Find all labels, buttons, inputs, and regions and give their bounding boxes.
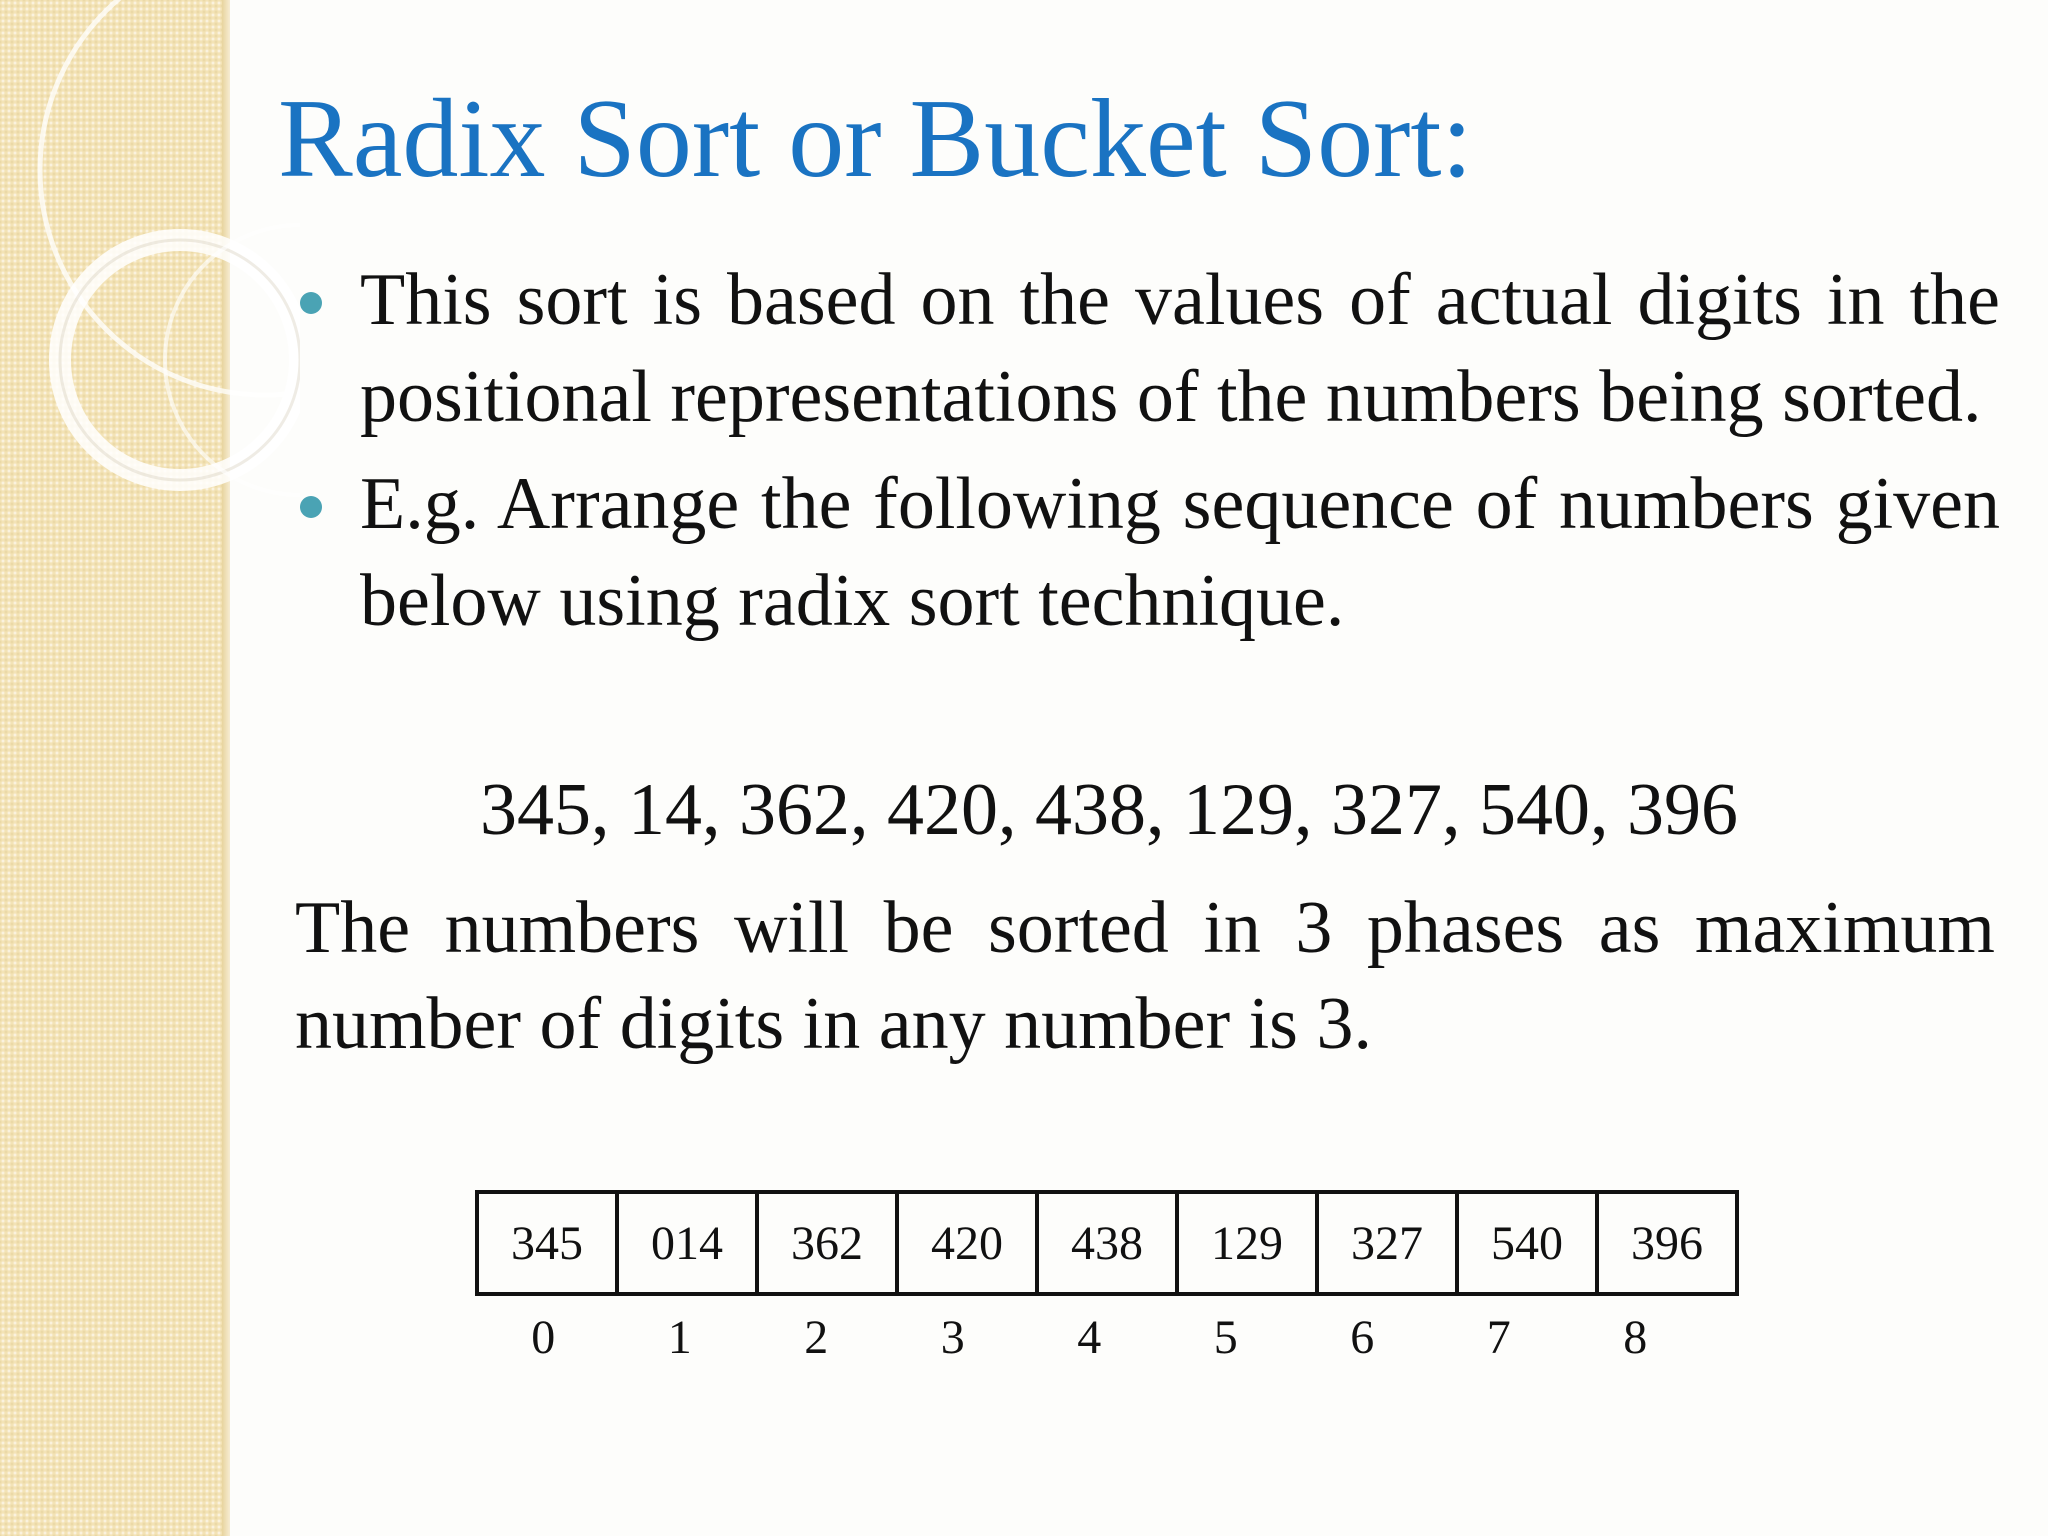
array-index-label: 6	[1350, 1311, 1375, 1364]
array-cell: 129	[1177, 1192, 1317, 1294]
array-cell: 345	[477, 1192, 617, 1294]
sidebar-edge	[222, 0, 230, 1536]
array-index-label: 1	[667, 1311, 692, 1364]
array-index-label: 5	[1213, 1311, 1238, 1364]
array-index-label: 0	[531, 1311, 556, 1364]
array-index-label: 7	[1486, 1311, 1511, 1364]
array-cell: 540	[1457, 1192, 1597, 1294]
array-cell: 327	[1317, 1192, 1457, 1294]
array-cell: 362	[757, 1192, 897, 1294]
bullet-list	[300, 252, 2000, 660]
phases-explanation: The numbers will be sorted in 3 phases as maximum number of digits in any number is 3.	[295, 887, 1995, 1065]
decorative-sidebar	[0, 0, 228, 1536]
array-index-label: 3	[940, 1311, 965, 1364]
array-index-label: 8	[1623, 1311, 1648, 1364]
array-row	[477, 1192, 1737, 1294]
bullet-item	[300, 456, 2000, 650]
array-cell: 014	[617, 1192, 757, 1294]
array-table	[475, 1190, 1739, 1296]
bullet-text: This sort is based on the values of actual digits in the positional representations of the numbers being sorted.	[360, 259, 2000, 438]
array-index-row	[475, 1310, 1704, 1365]
array-index-label: 4	[1077, 1311, 1102, 1364]
bullet-dot-icon	[300, 496, 322, 518]
bullet-text: E.g. Arrange the following sequence of numbers given below using radix sort technique.	[360, 463, 2000, 642]
bullet-item	[300, 252, 2000, 446]
array-cell: 420	[897, 1192, 1037, 1294]
array-cell: 396	[1597, 1192, 1737, 1294]
slide-title: Radix Sort or Bucket Sort:	[278, 77, 1473, 201]
array-index-label: 2	[804, 1311, 829, 1364]
array-cell: 438	[1037, 1192, 1177, 1294]
bullet-dot-icon	[300, 292, 322, 314]
number-sequence: 345, 14, 362, 420, 438, 129, 327, 540, 396	[480, 769, 1738, 851]
